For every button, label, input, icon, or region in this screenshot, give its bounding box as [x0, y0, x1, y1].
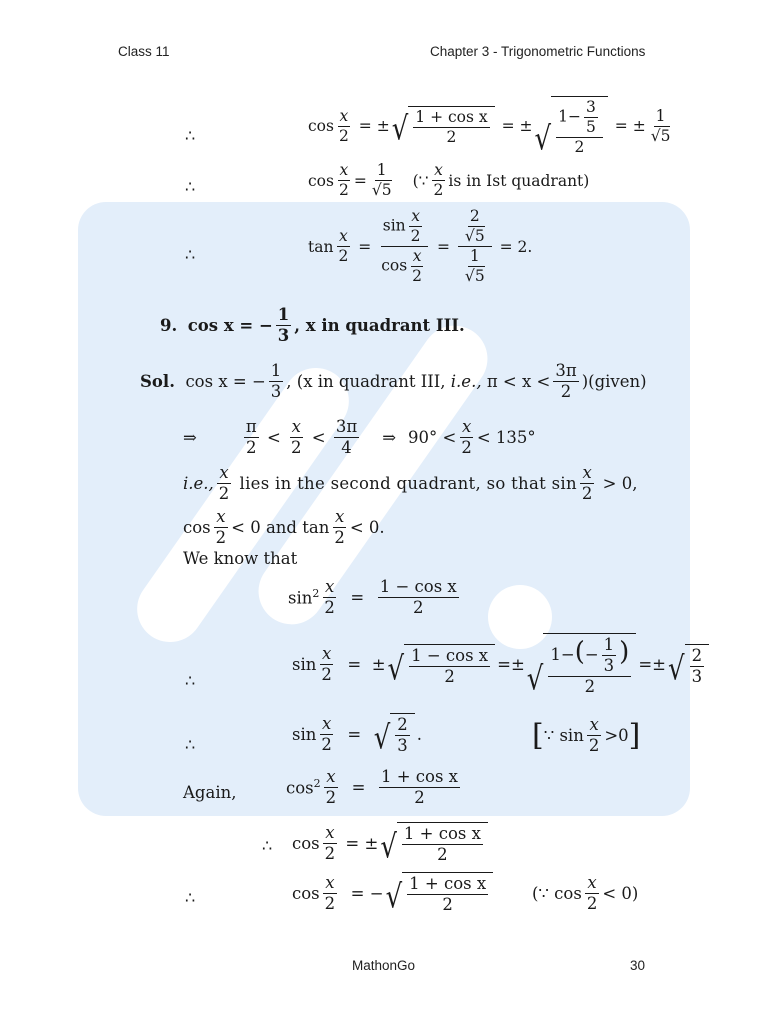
footer-brand: MathonGo [352, 958, 416, 973]
header-chapter: Chapter 3 - Trigonometric Functions [430, 44, 646, 59]
therefore-7: ∴ [185, 888, 196, 907]
therefore-5: ∴ [185, 735, 196, 754]
question-9: 9. cos x = − $\frac{1}{3}$ , x in quadrant III. [160, 305, 465, 346]
equation-cos-squared: $\cos^2$ x 2 = 1 + cos x 2 [286, 767, 458, 808]
equation-cos-half-pm: cos x 2 = ± √ 1 + cos x 2 [292, 822, 490, 864]
solution-line-1: Sol. cos x = − $\frac{1}{3}$ , (x in quadrant III, i.e., π < x < 3π 2 )(given) [140, 361, 647, 402]
equation-sin-squared: $\sin^2$ x 2 = 1 − cos x 2 [288, 577, 457, 618]
header-class: Class 11 [118, 44, 170, 59]
equation-cos-half-1: cos x 2 = ± √ 1 + cos x 2 = ± √ 1− $\frac{3}{5}$ 2 = ± $\frac{1}{√5}$ [308, 98, 671, 159]
therefore-1: ∴ [185, 126, 196, 145]
implies-line: ⇒ π 2 < x 2 < 3π 4 ⇒ 90° < x 2 < 135° [183, 417, 536, 458]
we-know-that: We know that [183, 549, 298, 568]
condition-cos-negative: (∵ cos x 2 < 0) [532, 873, 639, 914]
sign-line: cos x 2 < 0 and tan x 2 < 0. [183, 507, 385, 548]
equation-cos-half-value: cos x 2 = − √ 1 + cos x 2 [292, 872, 495, 914]
equation-cos-half-value: cos $\frac{x}{2}$ = $\frac{1}{√5}$ (∵ x 2 is in Ist quadrant) [308, 161, 590, 200]
ie-line: i.e., x 2 lies in the second quadrant, so that sin x 2 > 0, [183, 463, 638, 504]
page-number: 30 [630, 958, 646, 973]
again-label: Again, [183, 783, 237, 802]
equation-sin-half-value: sin x 2 = √ 2 3 . [292, 713, 423, 758]
therefore-6: ∴ [262, 836, 273, 855]
equation-tan-half: tan x 2 = sin $\frac{x}{2}$ cos $\frac{x}{2}$ = $\frac{2}{√5}$ $\frac{1}{√5}$ = 2. [308, 207, 533, 286]
therefore-4: ∴ [185, 671, 196, 690]
therefore-2: ∴ [185, 177, 196, 196]
therefore-3: ∴ [185, 245, 196, 264]
equation-sin-half-pm: sin x 2 = ± √ 1 − cos x 2 = ± √ 1−(− $\frac{1}{3}$ ) 2 = ± √ 2 3 [292, 633, 711, 696]
condition-sin-positive: [ ∵ sin x 2 > 0 ] [532, 715, 641, 756]
